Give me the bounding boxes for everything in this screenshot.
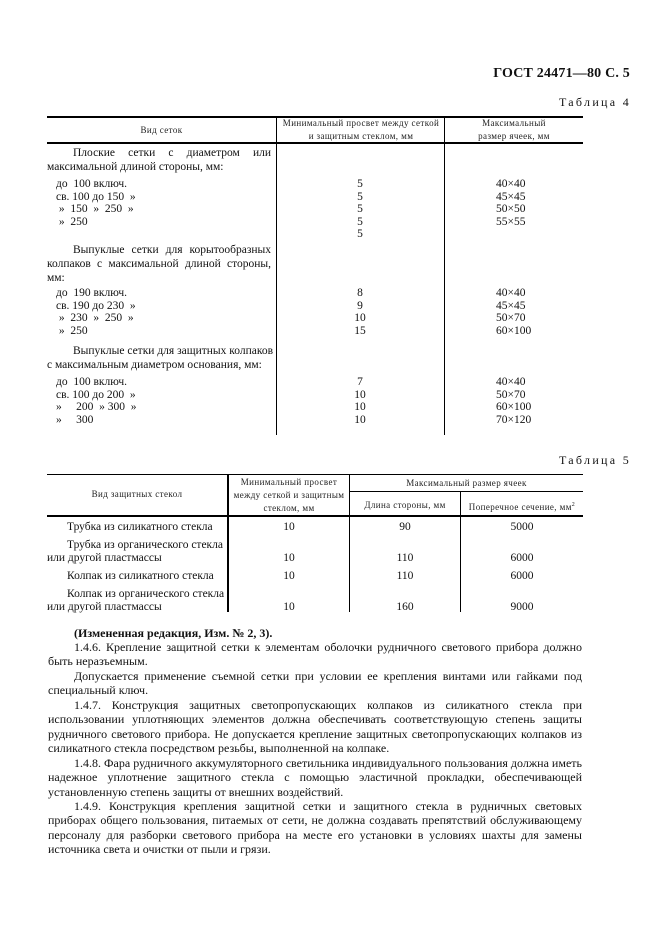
revision-note: (Измененная редакция, Изм. № 2, 3).: [74, 626, 273, 640]
table5-row-name: Трубка из органического стекла: [67, 539, 223, 551]
table5-header-section: [461, 499, 583, 514]
table5-row-length: 160: [396, 601, 414, 613]
table5-row-name-cont: или другой пластмассы: [47, 601, 162, 613]
min-gap-value: 10: [354, 388, 366, 401]
paragraph-1-4-6-b: Допускается применение съемной сетки при условии ее крепления винтами или гайками под специальный ключ.: [48, 669, 582, 698]
table4-group-max-size: [496, 376, 576, 426]
table5-row-min-gap: 10: [283, 552, 295, 564]
table4-row-label: » 200 » 300 »: [56, 401, 137, 413]
table5-top-rule: [47, 474, 583, 475]
table5-row-min-gap: 10: [283, 570, 295, 582]
table4-group-min-gap: [340, 178, 380, 241]
table4-group-rows: [56, 178, 256, 228]
table5-row-name: Колпак из органического стекла: [67, 588, 225, 600]
table5-header-type: Вид защитных стекол: [91, 489, 183, 499]
max-size-value: 70×120: [496, 413, 532, 426]
table5-row-section: 5000: [510, 521, 534, 533]
min-gap-value: 5: [357, 190, 363, 203]
min-gap-value: 5: [357, 203, 363, 215]
min-gap-value: 9: [357, 299, 363, 312]
table4-group-max-size: [496, 287, 576, 337]
table5-header-section-label: Поперечное сечение, мм: [468, 502, 572, 512]
min-gap-value: 7: [357, 376, 363, 388]
table4-group-min-gap: [340, 376, 380, 426]
table5-col-divider-2: [349, 474, 350, 612]
min-gap-value: 5: [357, 228, 363, 240]
table4-group-min-gap: [340, 287, 380, 337]
table5-row-length: 110: [396, 552, 414, 564]
table4-row-label: св. 100 до 200 »: [56, 388, 136, 401]
table5-row-min-gap: 10: [283, 521, 295, 533]
table5-header-min-gap: Минимальный просвет между сеткой и защитным стеклом, мм: [233, 477, 345, 513]
min-gap-value: 15: [354, 324, 366, 337]
table4-row-label: » 150 » 250 »: [56, 203, 134, 215]
table5-row-length: 110: [396, 570, 414, 582]
max-size-value: 60×100: [496, 324, 532, 337]
table4-col-divider-1: [276, 117, 277, 435]
table5-row-length: 90: [399, 521, 411, 533]
max-size-value: 40×40: [496, 178, 526, 190]
max-size-value: 50×50: [496, 203, 526, 215]
table4-group-rows: [56, 287, 256, 337]
paragraph-1-4-6: 1.4.6. Крепление защитной сетки к элементам оболочки рудничного светового прибора должно быть неразъемным.: [48, 640, 582, 669]
max-size-value: 60×100: [496, 401, 532, 413]
table5-row-name-cont: или другой пластмассы: [47, 552, 162, 564]
table4-col-divider-2: [444, 117, 445, 435]
table4-row-label: св. 190 до 230 »: [56, 299, 136, 312]
max-size-value: 50×70: [496, 312, 526, 324]
min-gap-value: 10: [354, 401, 366, 413]
table4-row-label: до 100 включ.: [56, 376, 128, 388]
table5-header-max-size-group: Максимальный размер ячеек: [406, 478, 527, 488]
table4-group-title: Выпуклые сетки для корытообразных колпаков с максимальной длиной стороны, мм:: [47, 244, 271, 284]
table4-row-label: св. 100 до 150 »: [56, 190, 136, 203]
table5-caption: Таблица 5: [558, 453, 631, 467]
min-gap-value: 5: [357, 215, 363, 228]
paragraph-1-4-7: 1.4.7. Конструкция защитных светопропускающих колпаков из силикатного стекла при использовании уплотняющих элементов должна обеспечивать соответствующую степень защиты рудничного светового прибора. Не допускается крепление защитных светопропускающих колпаков из силикатного стекла посредством резьбы, выполненной на колпаке.: [48, 698, 582, 756]
table4-header-type: Вид сеток: [140, 125, 183, 135]
table5-header-rule: [47, 515, 583, 517]
table4-group-rows: [56, 376, 256, 426]
table5-row-section: 9000: [510, 601, 534, 613]
table4-row-label: до 190 включ.: [56, 287, 128, 299]
table4-row-label: » 250: [56, 215, 88, 228]
max-size-value: 55×55: [496, 215, 526, 228]
table5-subheader-rule: [349, 491, 583, 492]
table4-group-title: Плоские сетки с диаметром или максимальной длиной стороны, мм:: [47, 147, 271, 173]
table4-group-title: Выпуклые сетки для защитных колпаков с максимальным диаметром основания, мм:: [47, 345, 274, 371]
max-size-value: 50×70: [496, 388, 526, 401]
table4-row-label: » 250: [56, 324, 88, 337]
table5-row-name: Трубка из силикатного стекла: [67, 521, 213, 533]
table5-header-length: Длина стороны, мм: [364, 500, 446, 510]
table4-row-label: до 100 включ.: [56, 178, 128, 190]
table4-header-min-gap: Минимальный просвет между сеткой и защитным стеклом, мм: [282, 118, 440, 141]
table4-group-max-size: [496, 178, 576, 228]
paragraph-1-4-9: 1.4.9. Конструкция крепления защитной сетки и защитного стекла в рудничных световых приборах общего пользования, питаемых от сети, не должна создавать препятствий обслуживающему персоналу для разборки светового прибора на месте его установки в условиях шахты для замены источника света и очистки от пыли и грязи.: [48, 799, 582, 857]
max-size-value: 40×40: [496, 376, 526, 388]
min-gap-value: 5: [357, 178, 363, 190]
page-header: ГОСТ 24471—80 С. 5: [493, 66, 630, 81]
max-size-value: 45×45: [496, 299, 526, 312]
table4-row-label: » 300: [56, 413, 94, 426]
min-gap-value: 10: [354, 312, 366, 324]
table5-row-section: 6000: [510, 570, 534, 582]
paragraph-1-4-8: 1.4.8. Фара рудничного аккумуляторного светильника индивидуального пользования должна иметь надежное уплотнение защитного стекла с помощью эластичной прокладки, обеспечивающей установленную степень защиты от внешних воздействий.: [48, 756, 582, 799]
table4-row-label: » 230 » 250 »: [56, 312, 134, 324]
table4-caption: Таблица 4: [558, 95, 631, 109]
table5-row-name: Колпак из силикатного стекла: [67, 570, 214, 582]
min-gap-value: 10: [354, 413, 366, 426]
table5-row-min-gap: 10: [283, 601, 295, 613]
table4-header-max-size: Максимальный размер ячеек, мм: [478, 118, 550, 141]
max-size-value: 40×40: [496, 287, 526, 299]
table5-row-section: 6000: [510, 552, 534, 564]
superscript: 2: [571, 502, 576, 508]
max-size-value: 45×45: [496, 190, 526, 203]
min-gap-value: 8: [357, 287, 363, 299]
